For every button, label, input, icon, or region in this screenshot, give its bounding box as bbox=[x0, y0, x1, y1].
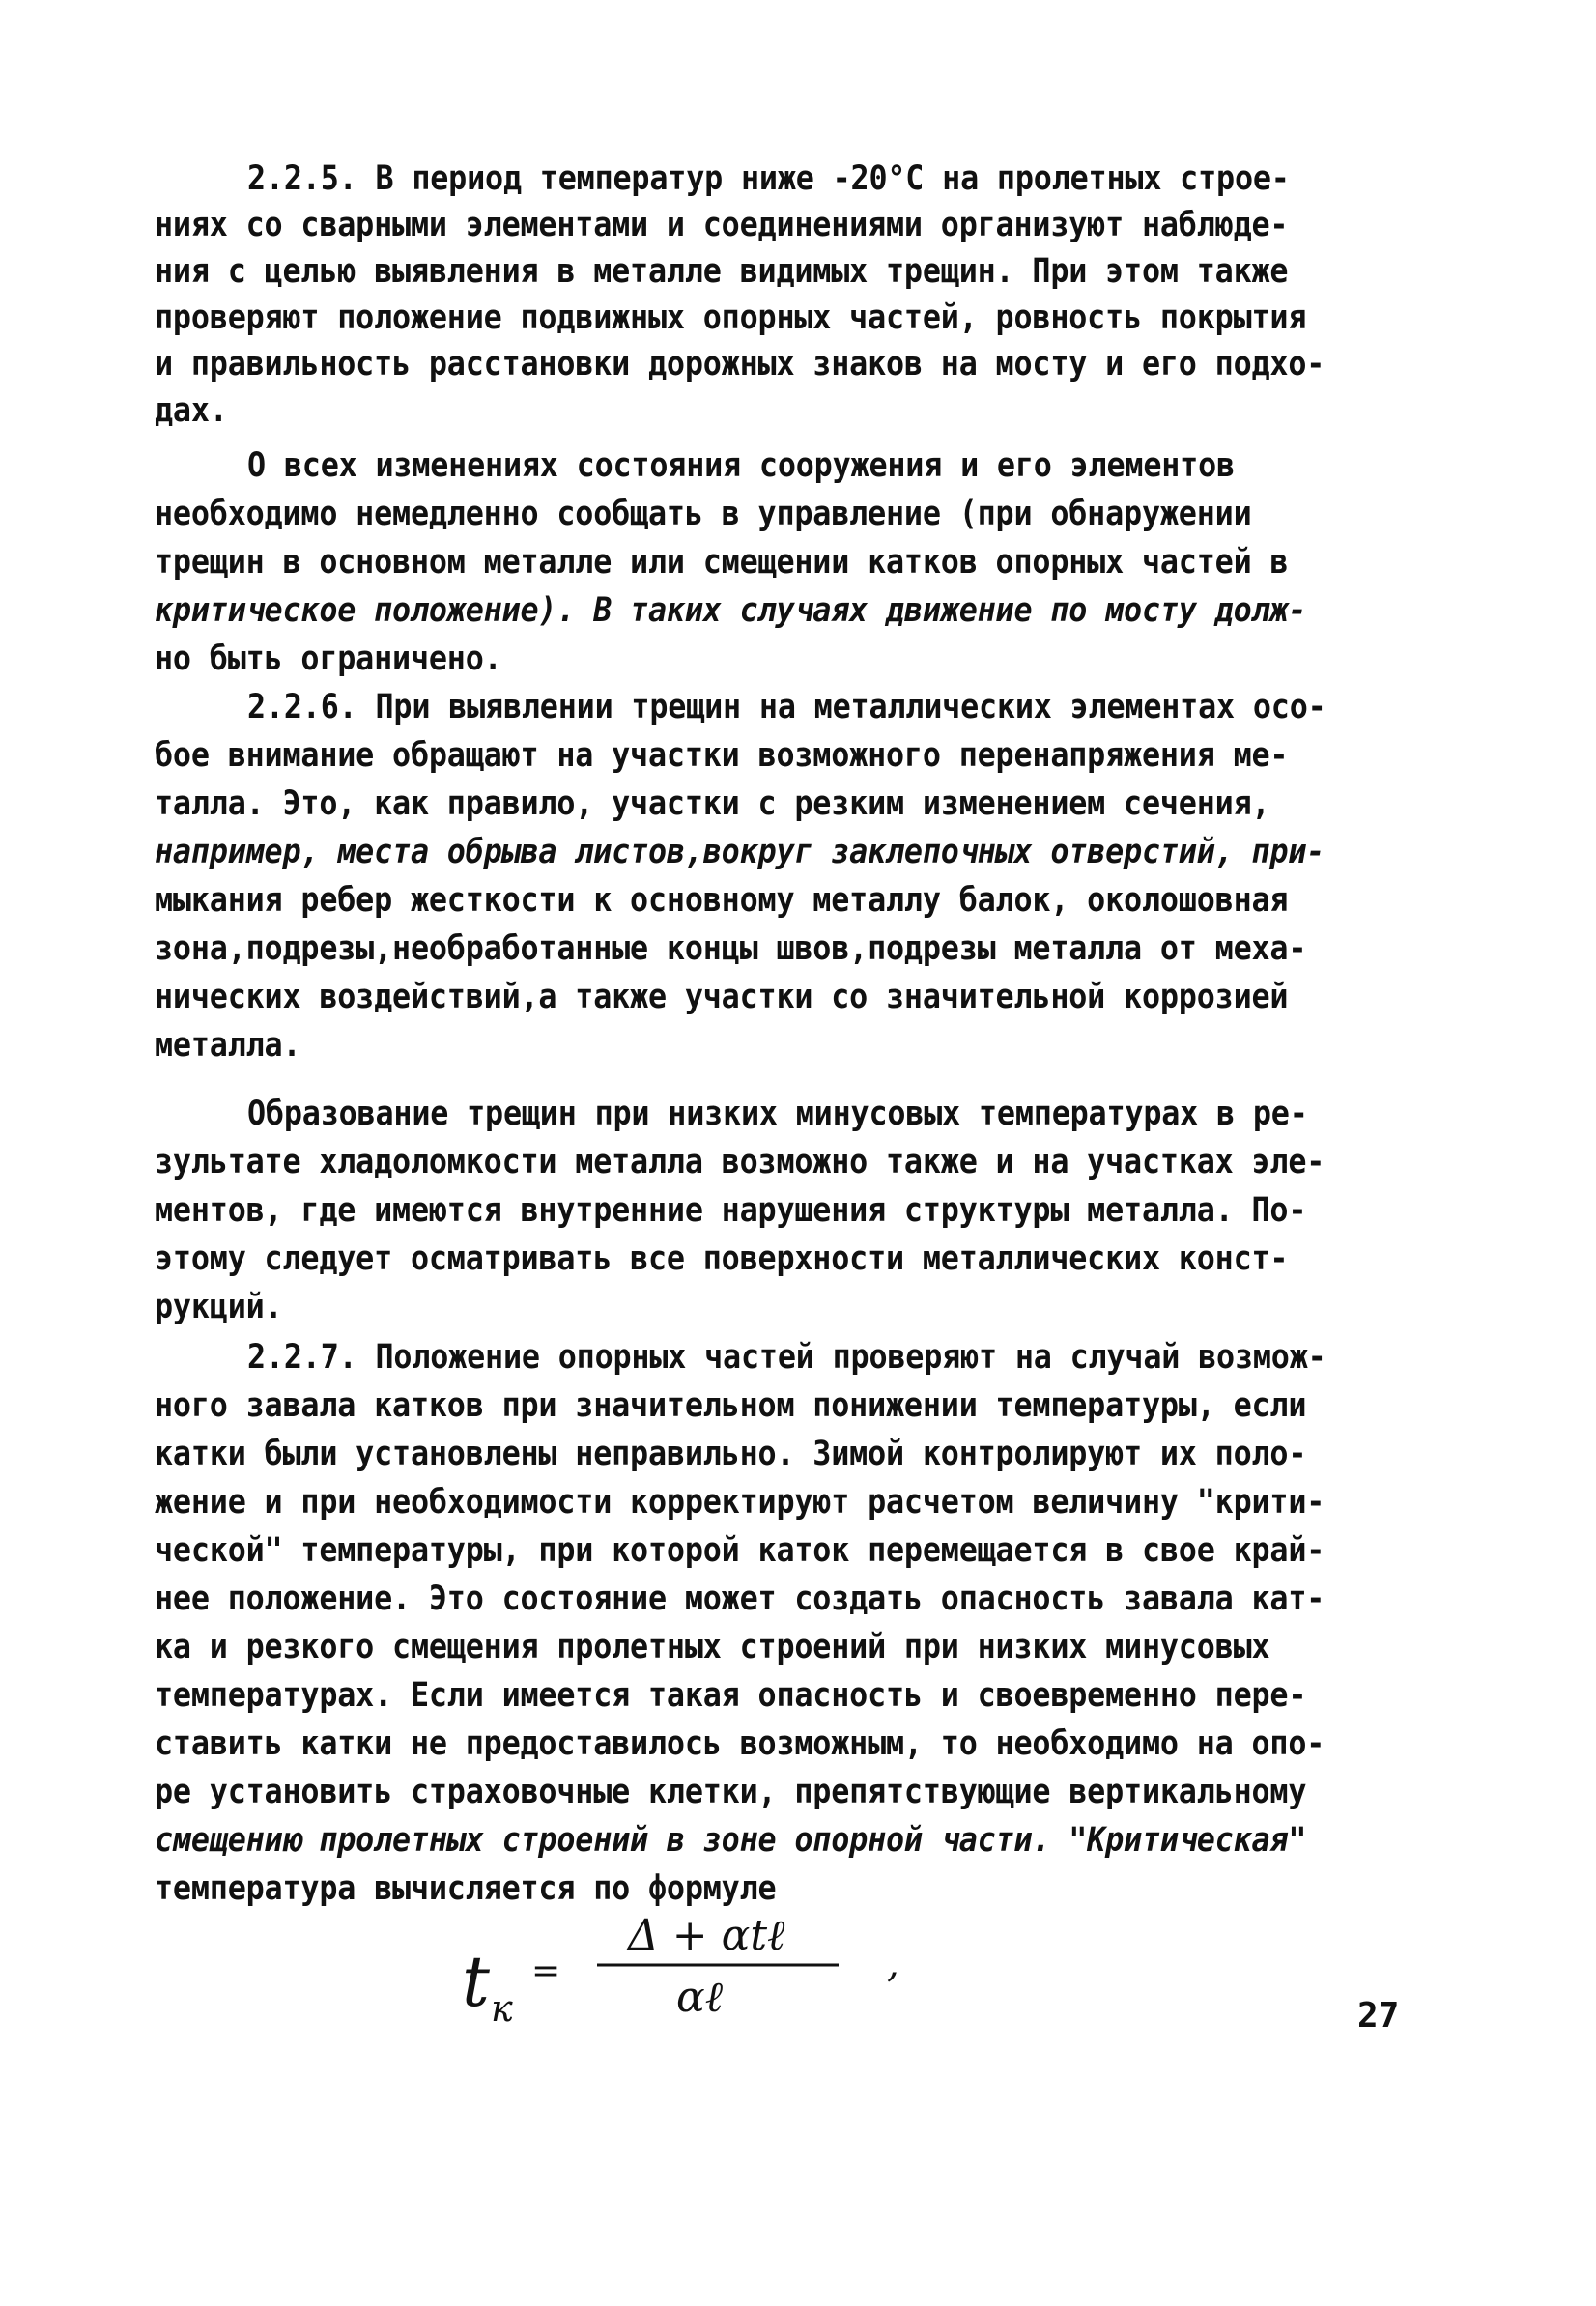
text-line: нических воздействий,а также участки со значительной коррозией bbox=[155, 978, 1289, 1016]
text-line: трещин в основном металле или смещении катков опорных частей в bbox=[155, 543, 1289, 582]
text-line: и правильность расстановки дорожных знаков на мосту и его подхо- bbox=[155, 345, 1325, 384]
text-line: температура вычисляется по формуле bbox=[155, 1869, 777, 1908]
formula-denominator: αℓ bbox=[676, 1973, 724, 2022]
text-line: ре установить страховочные клетки, препятствующие вертикальному bbox=[155, 1773, 1307, 1811]
text-line: проверяют положение подвижных опорных частей, ровность покрытия bbox=[155, 299, 1307, 337]
formula-trailing-comma: , bbox=[887, 1942, 899, 1986]
text-line: Образование трещин при низких минусовых температурах в ре- bbox=[247, 1095, 1308, 1133]
text-line: зона,подрезы,необработанные концы швов,подрезы металла от меха- bbox=[155, 929, 1307, 968]
text-line: ментов, где имеются внутренние нарушения структуры металла. По- bbox=[155, 1191, 1307, 1230]
text-line: бое внимание обращают на участки возможного перенапряжения ме- bbox=[155, 736, 1289, 775]
text-line: металла. bbox=[155, 1026, 301, 1065]
formula-lhs: t bbox=[462, 1941, 490, 2022]
text-line: зультате хладоломкости металла возможно также и на участках эле- bbox=[155, 1143, 1325, 1181]
text-line: катки были установлены неправильно. Зимой контролируют их поло- bbox=[155, 1435, 1307, 1473]
text-line: температурах. Если имеется такая опасность и своевременно пере- bbox=[155, 1676, 1307, 1715]
text-line: этому следует осматривать все поверхности металлических конст- bbox=[155, 1239, 1289, 1278]
text-line: необходимо немедленно сообщать в управление (при обнаружении bbox=[155, 495, 1252, 533]
text-line: но быть ограничено. bbox=[155, 640, 502, 678]
text-line: ния с целью выявления в металле видимых трещин. При этом также bbox=[155, 252, 1289, 291]
text-line: ного завала катков при значительном понижении температуры, если bbox=[155, 1386, 1307, 1425]
text-line: 2.2.5. В период температур ниже -20°С на пролетных строе- bbox=[247, 159, 1290, 198]
page-number: 27 bbox=[1357, 1996, 1400, 2036]
text-line: например, места обрыва листов,вокруг заклепочных отверстий, при- bbox=[155, 833, 1325, 871]
formula-equals: = bbox=[531, 1951, 561, 1991]
text-line: ставить катки не предоставилось возможным, то необходимо на опо- bbox=[155, 1724, 1325, 1763]
text-line: мыкания ребер жесткости к основному металлу балок, околошовная bbox=[155, 881, 1289, 920]
text-line: О всех изменениях состояния сооружения и его элементов bbox=[247, 446, 1235, 485]
text-line: ниях со сварными элементами и соединениями организуют наблюде- bbox=[155, 206, 1289, 244]
text-line: нее положение. Это состояние может создать опасность завала кат- bbox=[155, 1580, 1325, 1618]
text-line: талла. Это, как правило, участки с резким изменением сечения, bbox=[155, 784, 1270, 823]
text-line: рукций. bbox=[155, 1288, 283, 1326]
text-line: ка и резкого смещения пролетных строений при низких минусовых bbox=[155, 1628, 1270, 1666]
text-line: дах. bbox=[155, 391, 228, 430]
formula-numerator: Δ + αtℓ bbox=[628, 1911, 785, 1960]
text-line: жение и при необходимости корректируют расчетом величину "крити- bbox=[155, 1483, 1325, 1522]
text-line: ческой" температуры, при которой каток перемещается в свое край- bbox=[155, 1531, 1325, 1570]
text-line: 2.2.7. Положение опорных частей проверяют на случай возмож- bbox=[247, 1338, 1326, 1377]
text-line: 2.2.6. При выявлении трещин на металлических элементах осо- bbox=[247, 688, 1326, 726]
text-line: критическое положение). В таких случаях движение по мосту долж- bbox=[155, 591, 1307, 630]
formula-lhs-subscript: к bbox=[491, 1987, 513, 2030]
text-line: смещению пролетных строений в зоне опорной части. "Критическая" bbox=[155, 1821, 1307, 1860]
